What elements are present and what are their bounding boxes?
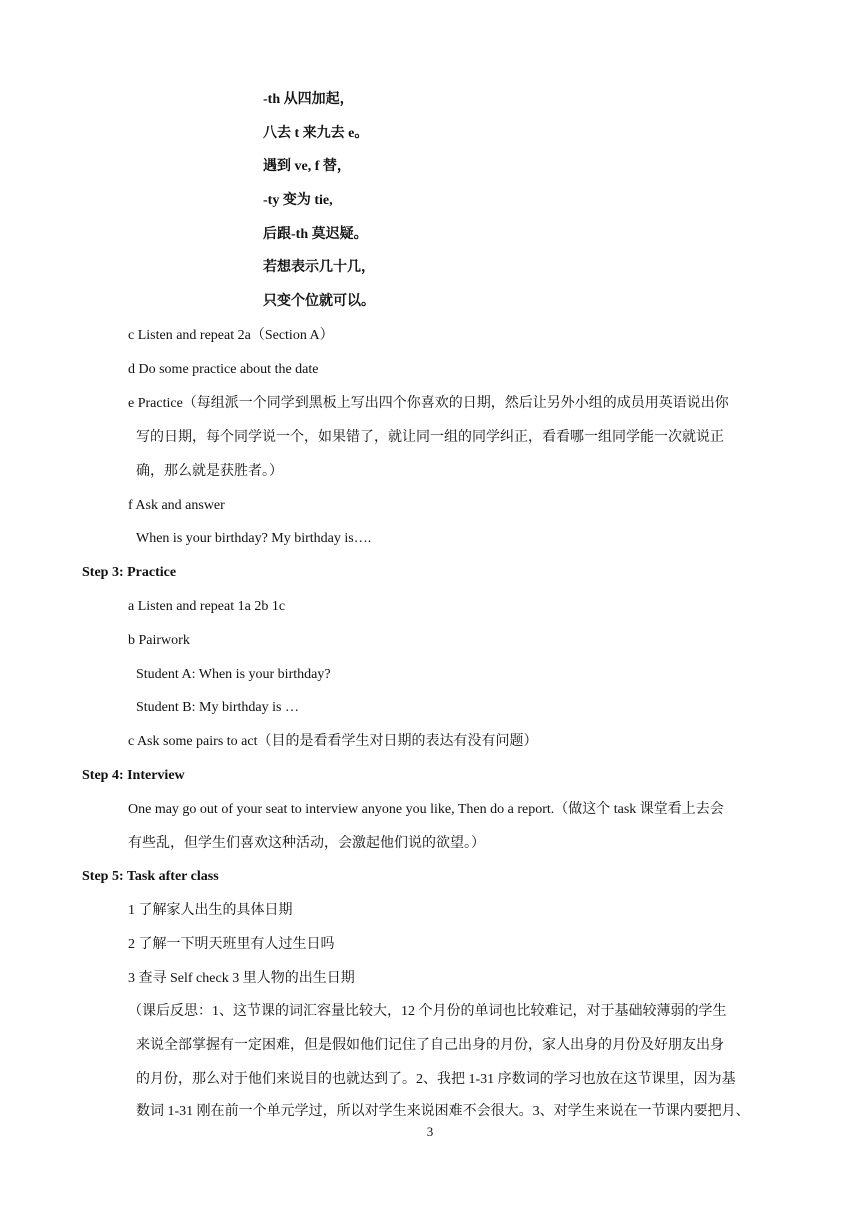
step2-item-c: c Listen and repeat 2a（Section A） [128, 328, 334, 343]
reflection-line-1: （课后反思：1、这节课的词汇容量比较大，12 个月份的单词也比较难记，对于基础较薄弱的学生 [128, 1004, 727, 1019]
step4-heading: Step 4: Interview [82, 768, 185, 783]
reflection-line-4: 数词 1-31 刚在前一个单元学过，所以对学生来说困难不会很大。3、对学生来说在一节课内要把月、 [136, 1104, 750, 1119]
step3-student-b: Student B: My birthday is … [136, 700, 299, 715]
rhyme-line-7: 只变个位就可以。 [263, 294, 375, 309]
step4-line-2: 有些乱，但学生们喜欢这种活动，会激起他们说的欲望。） [128, 836, 485, 851]
step2-item-d: d Do some practice about the date [128, 362, 319, 377]
rhyme-line-1: -th 从四加起， [263, 92, 354, 107]
step3-item-b: b Pairwork [128, 633, 190, 648]
step5-item-1: 1 了解家人出生的具体日期 [128, 903, 293, 918]
step2-item-e-line2: 写的日期，每个同学说一个，如果错了，就让同一组的同学纠正，看看哪一组同学能一次就说正 [136, 430, 724, 445]
step5-heading: Step 5: Task after class [82, 869, 219, 884]
step2-item-e-line3: 确，那么就是获胜者。） [136, 464, 283, 479]
step3-item-c: c Ask some pairs to act（目的是看看学生对日期的表达有没有问题） [128, 734, 538, 749]
rhyme-line-5: 后跟-th 莫迟疑。 [263, 227, 368, 242]
step3-student-a: Student A: When is your birthday? [136, 667, 331, 682]
rhyme-line-6: 若想表示几十几， [263, 260, 375, 275]
page-number: 3 [426, 1124, 434, 1139]
rhyme-line-4: -ty 变为 tie, [263, 193, 333, 208]
step2-item-f-example: When is your birthday? My birthday is…. [136, 531, 372, 546]
step2-item-e-line1: e Practice（每组派一个同学到黑板上写出四个你喜欢的日期，然后让另外小组的成员用英语说出你 [128, 396, 729, 411]
step5-item-2: 2 了解一下明天班里有人过生日吗 [128, 937, 335, 952]
step5-item-3: 3 查寻 Self check 3 里人物的出生日期 [128, 971, 355, 986]
step2-item-f: f Ask and answer [128, 498, 225, 513]
rhyme-line-3: 遇到 ve, f 替， [263, 159, 351, 174]
step3-heading: Step 3: Practice [82, 565, 177, 580]
rhyme-line-2: 八去 t 来九去 e。 [263, 126, 369, 141]
step4-line-1: One may go out of your seat to interview anyone you like, Then do a report.（做这个 task 课堂看上去会 [128, 802, 724, 817]
step3-item-a: a Listen and repeat 1a 2b 1c [128, 599, 286, 614]
reflection-line-2: 来说全部掌握有一定困难，但是假如他们记住了自己出身的月份，家人出身的月份及好朋友出身 [136, 1038, 724, 1053]
reflection-line-3: 的月份，那么对于他们来说目的也就达到了。2、我把 1-31 序数词的学习也放在这节课里，因为基 [136, 1072, 736, 1087]
